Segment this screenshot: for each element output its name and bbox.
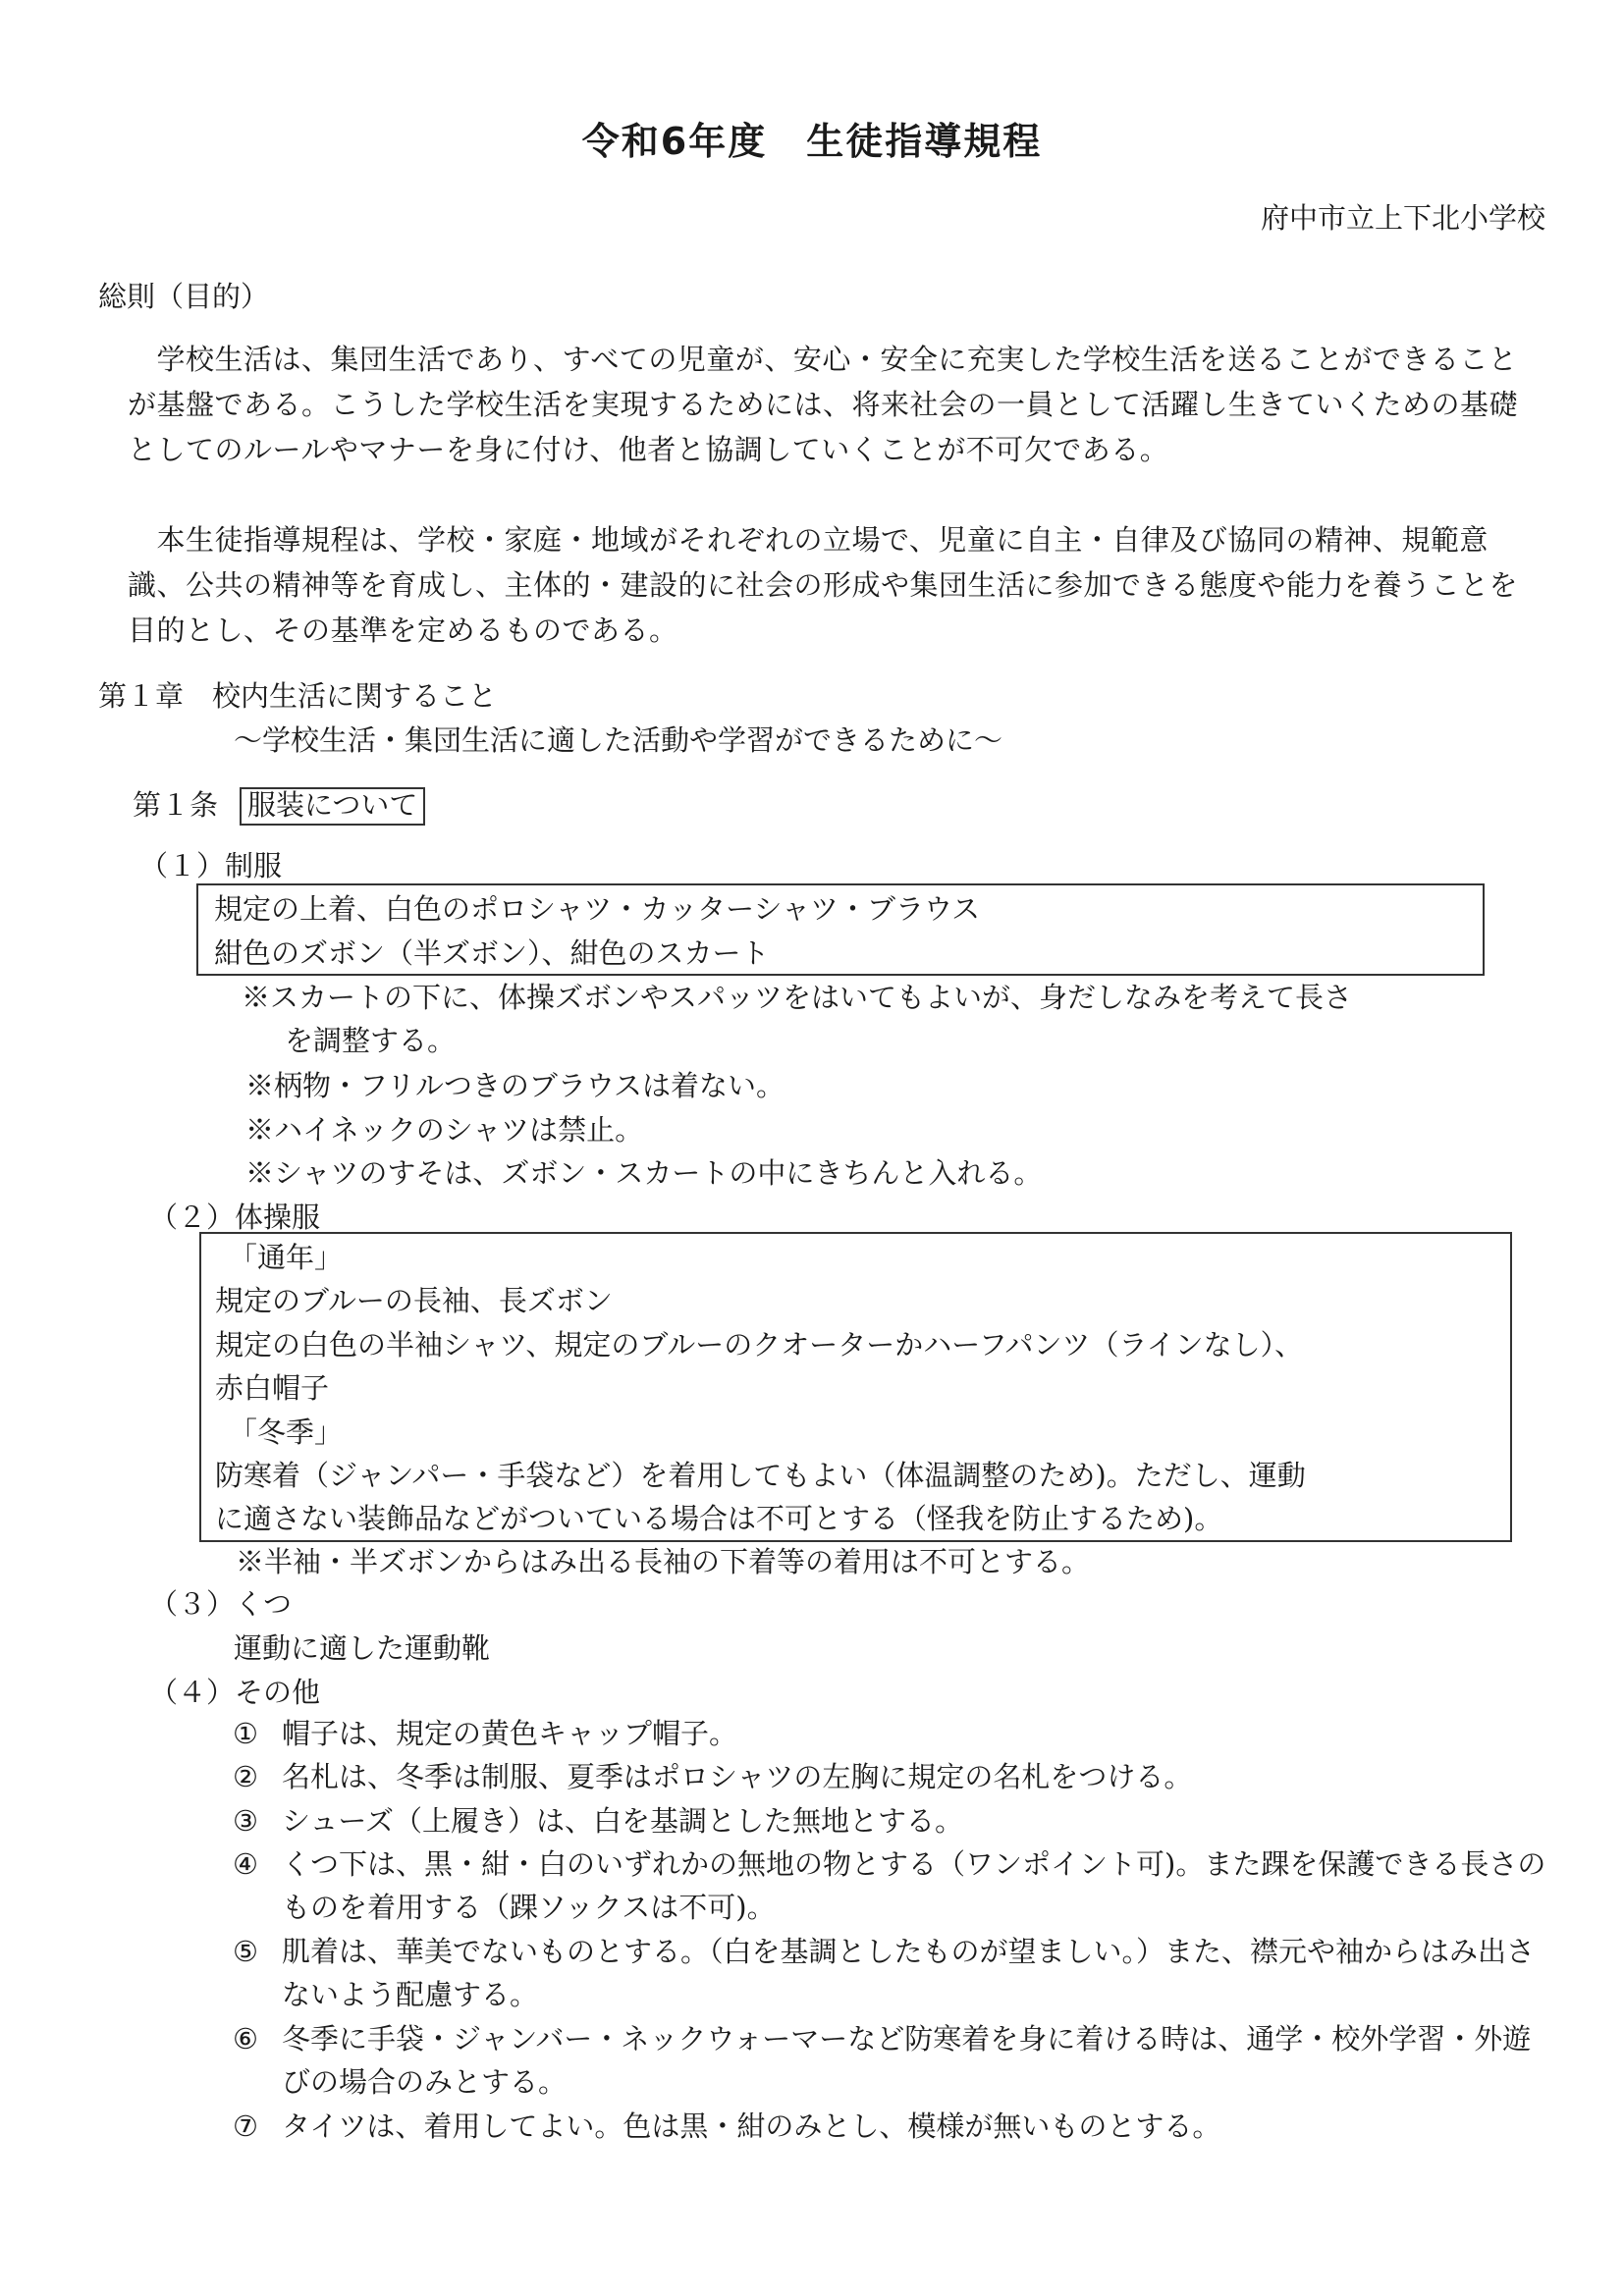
list-item-text: くつ下は、黒・紺・白のいずれかの無地の物とする（ワンポイント可)。また踝を保護できる長さのものを着用する（踝ソックスは不可)。 xyxy=(282,1847,1546,1924)
pe-note: ※半袖・半ズボンからはみ出る長袖の下着等の着用は不可とする。 xyxy=(236,1545,1091,1578)
list-item-text: 肌着は、華美でないものとする。（白を基調としたものが望ましい。）また、襟元や袖からはみ出さないよう配慮する。 xyxy=(282,1935,1536,2011)
general-paragraph-2: 本生徒指導規程は、学校・家庭・地域がそれぞれの立場で、児童に自主・自律及び協同の精神、規範意識、公共の精神等を育成し、主体的・建設的に社会の形成や集団生活に参加できる態度や能力を養うことを目的とし、その基準を定めるものである。 xyxy=(128,523,1519,647)
uniform-box-line: 紺色のズボン（半ズボン）、紺色のスカート xyxy=(214,936,770,970)
shoes-heading: （３）くつ xyxy=(149,1587,293,1621)
chapter-heading: 第１章 校内生活に関すること xyxy=(98,679,498,713)
chapter-subtitle: ～学校生活・集団生活に適した活動や学習ができるために～ xyxy=(234,723,1003,757)
document-title: 令和6年度 生徒指導規程 xyxy=(581,120,1043,163)
uniform-note: ※シャツのすそは、ズボン・スカートの中にきちんと入れる。 xyxy=(245,1156,1043,1190)
shoes-text: 運動に適した運動靴 xyxy=(234,1631,491,1665)
list-item-text: 名札は、冬季は制服、夏季はポロシャツの左胸に規定の名札をつける。 xyxy=(282,1760,1193,1793)
pe-box xyxy=(199,1232,1512,1542)
list-item-number: ② xyxy=(233,1760,258,1793)
uniform-heading: （１）制服 xyxy=(139,849,283,882)
uniform-note: を調整する。 xyxy=(285,1024,457,1057)
article-heading xyxy=(133,787,425,826)
uniform-note: ※スカートの下に、体操ズボンやスパッツをはいてもよいが、身だしなみを考えて長さ xyxy=(242,981,1353,1014)
list-item-number: ⑦ xyxy=(233,2109,258,2143)
school-name: 府中市立上下北小学校 xyxy=(1260,201,1545,235)
article-label: 服装について xyxy=(240,787,425,826)
list-item-number: ⑥ xyxy=(233,2022,258,2056)
pe-box-line: 「冬季」 xyxy=(229,1415,344,1449)
pe-box-line: 「通年」 xyxy=(229,1241,344,1274)
uniform-note: ※ハイネックのシャツは禁止。 xyxy=(245,1113,644,1147)
list-item-number: ③ xyxy=(233,1804,258,1838)
other-heading: （４）その他 xyxy=(149,1676,321,1709)
list-item-text: シューズ（上履き）は、白を基調とした無地とする。 xyxy=(282,1804,963,1838)
pe-box-line: 赤白帽子 xyxy=(215,1371,330,1405)
uniform-note: ※柄物・フリルつきのブラウスは着ない。 xyxy=(245,1069,785,1102)
pe-heading: （２）体操服 xyxy=(149,1201,321,1234)
uniform-box xyxy=(196,883,1485,976)
general-heading: 総則（目的） xyxy=(98,280,270,313)
article-number: 第１条 xyxy=(133,788,219,822)
uniform-box-line: 規定の上着、白色のポロシャツ・カッターシャツ・ブラウス xyxy=(214,892,981,926)
pe-box-line: に適さない装飾品などがついている場合は不可とする（怪我を防止するため)。 xyxy=(215,1502,1223,1535)
list-item-number: ⑤ xyxy=(233,1935,258,1968)
pe-box-line: 規定の白色の半袖シャツ、規定のブルーのクオーターかハーフパンツ（ラインなし）、 xyxy=(215,1328,1304,1362)
pe-box-line: 規定のブルーの長袖、長ズボン xyxy=(215,1284,613,1317)
list-item-number: ④ xyxy=(233,1847,258,1881)
list-item-number: ① xyxy=(233,1717,258,1750)
list-item-text: 帽子は、規定の黄色キャップ帽子。 xyxy=(282,1717,738,1750)
general-paragraph-1: 学校生活は、集団生活であり、すべての児童が、安心・安全に充実した学校生活を送ることができることが基盤である。こうした学校生活を実現するためには、将来社会の一員として活躍し生きていくための基礎としてのルールやマナーを身に付け、他者と協調していくことが不可欠である。 xyxy=(128,343,1519,466)
pe-box-line: 防寒着（ジャンパー・手袋など）を着用してもよい（体温調整のため)。ただし、運動 xyxy=(215,1459,1306,1492)
list-item-text: 冬季に手袋・ジャンバー・ネックウォーマーなど防寒着を身に着ける時は、通学・校外学習・外遊びの場合のみとする。 xyxy=(282,2022,1532,2099)
list-item-text: タイツは、着用してよい。色は黒・紺のみとし、模様が無いものとする。 xyxy=(282,2109,1221,2143)
